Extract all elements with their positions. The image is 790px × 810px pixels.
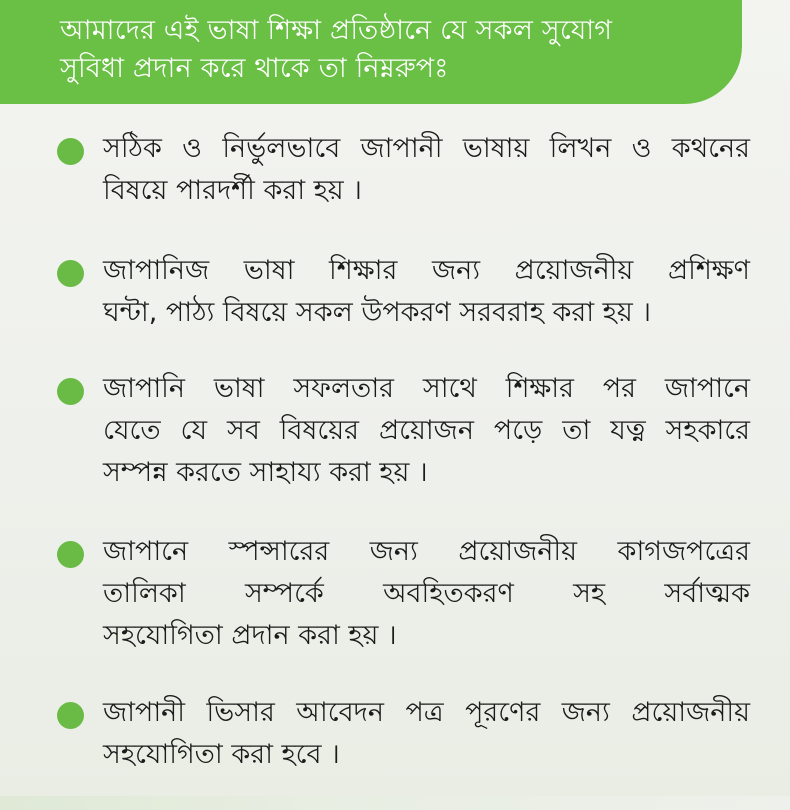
list-item-text xyxy=(103,368,750,494)
list-item-line: সহযোগিতা প্রদান করা হয় । xyxy=(103,620,397,651)
list-item-line: যেতে যে সব বিষয়ের প্রয়োজন পড়ে তা যত্ন সহকারে xyxy=(103,415,750,446)
list-item-text xyxy=(103,531,750,657)
list-item-line: জাপানে স্পন্সারের জন্য প্রয়োজনীয় কাগজপত্রের xyxy=(103,536,750,567)
list-item-line: জাপানি ভাষা সফলতার সাথে শিক্ষার পর জাপানে xyxy=(103,373,750,404)
list-item-line: সহযোগিতা করা হবে । xyxy=(103,739,340,770)
bottom-decoration xyxy=(0,796,790,810)
list-item-line: জাপানী ভিসার আবেদন পত্র পূরণের জন্য প্রয়োজনীয় xyxy=(103,697,750,728)
bullet-icon xyxy=(57,138,84,165)
list-item-line: তালিকা সম্পর্কে অবহিতকরণ সহ সর্বাত্মক xyxy=(103,578,750,609)
header-title-line-2: সুবিধা প্রদান করে থাকে তা নিম্নরুপঃ xyxy=(60,53,449,84)
list-item-text xyxy=(103,692,750,776)
bullet-icon xyxy=(57,260,84,287)
header-title-line-1: আমাদের এই ভাষা শিক্ষা প্রতিষ্ঠানে যে সকল সুযোগ xyxy=(60,15,613,46)
list-item-line: ঘন্টা, পাঠ্য বিষয়ে সকল উপকরণ সরবরাহ করা হয় । xyxy=(103,297,651,328)
bullet-icon xyxy=(57,702,84,729)
list-item-text xyxy=(103,250,750,334)
list-item-line: জাপানিজ ভাষা শিক্ষার জন্য প্রয়োজনীয় প্রশিক্ষণ xyxy=(103,255,750,286)
list-item-line: সঠিক ও নির্ভুলভাবে জাপানী ভাষায় লিখন ও কথনের xyxy=(103,133,750,164)
bullet-icon xyxy=(57,541,84,568)
list-item-line: বিষয়ে পারদর্শী করা হয় । xyxy=(103,175,362,206)
header-banner xyxy=(0,0,742,104)
list-item-line: সম্পন্ন করতে সাহায্য করা হয় । xyxy=(103,457,428,488)
bullet-icon xyxy=(57,378,84,405)
list-item-text xyxy=(103,128,750,212)
